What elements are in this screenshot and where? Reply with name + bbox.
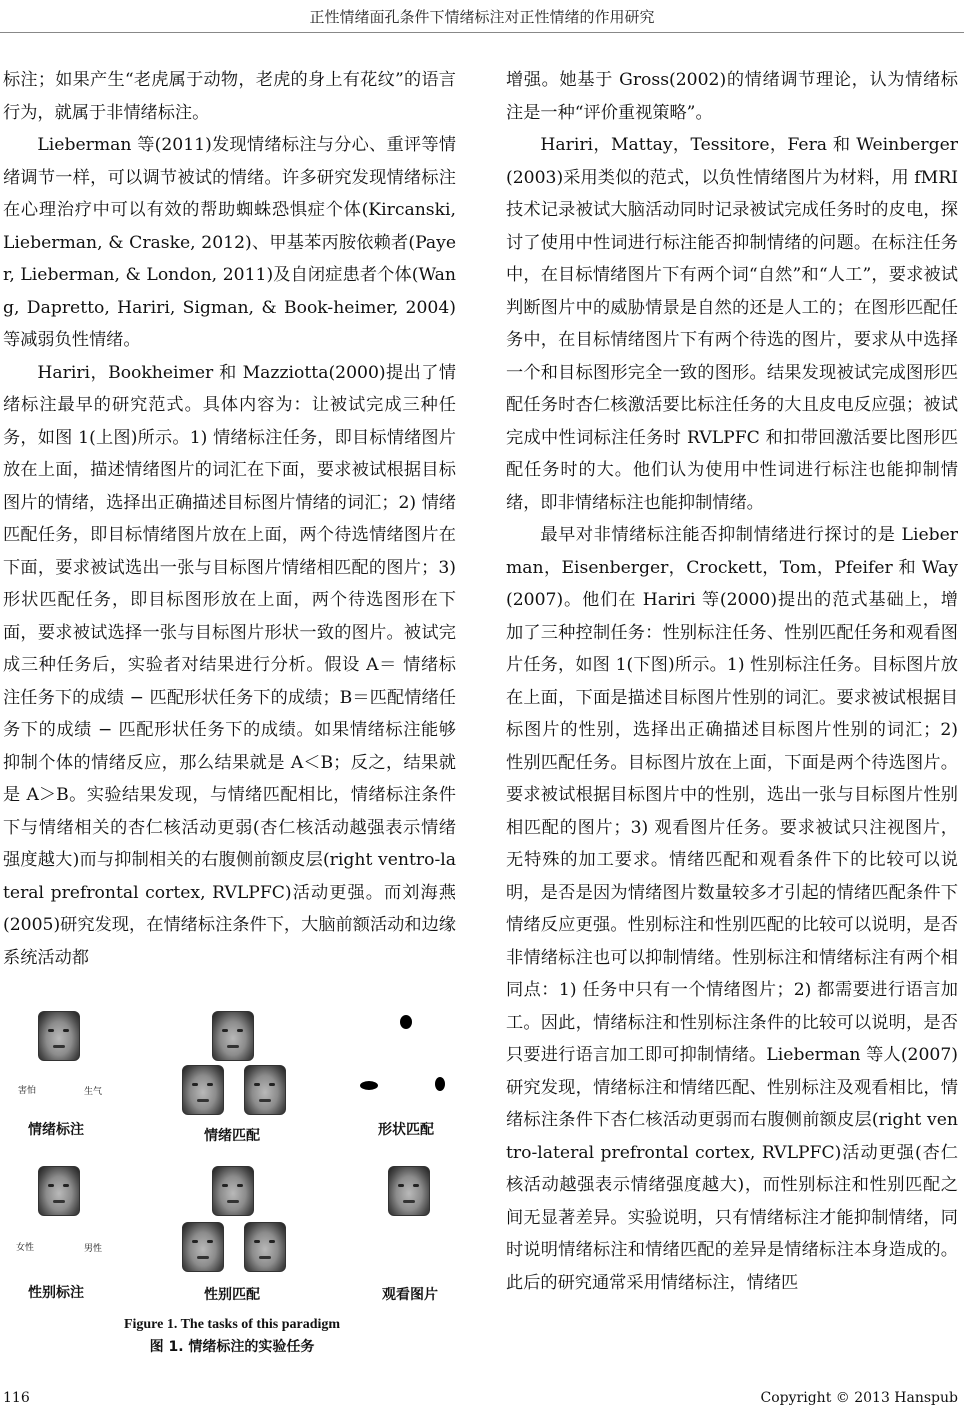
option-face-left	[182, 1222, 224, 1272]
gender-matching-panel	[168, 1160, 316, 1310]
emotion-matching-panel	[168, 1005, 316, 1155]
panel-label: 性别匹配	[204, 1287, 260, 1303]
option-face-right	[244, 1222, 286, 1272]
passive-viewing-panel	[308, 1160, 456, 1310]
left-column	[3, 64, 456, 974]
right-paragraph-3: 最早对非情绪标注能否抑制情绪进行探讨的是 Lieberman，Eisenberger，Crockett，Tom，Pfeifer 和 Way(2007)。他们在 Hariri 等(2000)提出的范式基础上，增加了三种控制任务：性别标注任务、性别匹配任务和观看图片任务，如图 1(下图)所示。1) 性别标注任务。目标图片放在上面，下面是描述目标图片性别的词汇。要求被试根据目标图片的性别，选择出正确描述目标图片性别的词汇；2) 性别匹配任务。目标图片放在上面，下面是两个待选图片。要求被试根据目标图片中的性别，选出一张与目标图片性别相匹配的图片；3) 观看图片任务。要求被试只注视图片，无特殊的加工要求。情绪匹配和观看条件下的比较可以说明，是否是因为情绪图片数量较多才引起的情绪匹配条件下情绪反应更强。性别标注和性别匹配的比较可以说明，是否非情绪标注也可以抑制情绪。性别标注和情绪标注有两个相同点：1) 任务中只有一个情绪图片；2) 都需要进行语言加工。因此，情绪标注和性别标注条件的比较可以说明，是否只要进行语言加工即可抑制情绪。Lieberman 等人(2007)研究发现，情绪标注和情绪匹配、性别标注及观看相比，情绪标注条件下杏仁核活动更弱而右腹侧前额皮层(right ventro-lateral prefrontal cortex, RVLPFC)活动更强(杏仁核活动越强表示情绪强度越大)，而性别标注和性别匹配之间无显著差异。实验说明，只有情绪标注才能抑制情绪，同时说明情绪标注和情绪匹配的差异是情绪标注本身造成的。此后的研究通常采用情绪标注，情绪匹	[506, 525, 958, 1293]
option-face-left	[182, 1065, 224, 1115]
gender-labeling-panel	[8, 1160, 156, 1310]
word-option-right: 生气	[84, 1087, 103, 1097]
left-paragraph-3: Hariri，Bookheimer 和 Mazziotta(2000)提出了情绪标注最早的研究范式。具体内容为：让被试完成三种任务，如图 1(上图)所示。1) 情绪标注任务，即目标情绪图片放在上面，描述情绪图片的词汇在下面，要求被试根据目标图片的情绪，选择出正确描述目标图片情绪的词汇；2) 情绪匹配任务，即目标情绪图片放在上面，两个待选情绪图片在下面，要求被试选出一张与目标图片情绪相匹配的图片；3) 形状匹配任务，即目标图形放在上面，两个待选图形在下面，要求被试选择一张与目标图片形状一致的图片。被试完成三种任务后，实验者对结果进行分析。假设 A＝ 情绪标注任务下的成绩 − 匹配形状任务下的成绩；B＝匹配情绪任务下的成绩 − 匹配形状任务下的成绩。如果情绪标注能够抑制个体的情绪反应，那么结果就是 A＜B；反之，结果就是 A＞B。实验结果发现，与情绪匹配相比，情绪标注条件下与情绪相关的杏仁核活动更弱(杏仁核活动越强表示情绪强度越大)而与抑制相关的右腹侧前额皮层(right ventro-lateral prefrontal cortex, RVLPFC)活动更强。而刘海燕(2005)研究发现，在情绪标注条件下，大脑前额活动和边缘系统活动都	[3, 362, 456, 968]
target-face-image	[212, 1166, 254, 1216]
emotion-labeling-panel	[8, 1005, 156, 1155]
left-paragraph-2: Lieberman 等(2011)发现情绪标注与分心、重评等情绪调节一样，可以调节被试的情绪。许多研究发现情绪标注在心理治疗中可以有效的帮助蜘蛛恐惧症个体(Kircanski, Lieberman, & Craske, 2012)、甲基苯丙胺依赖者(Payer, Lieberman, & London, 2011)及自闭症患者个体(Wang, Dapretto, Hariri, Sigman, & Book-heimer, 2004)等减弱负性情绪。	[3, 135, 456, 350]
word-option-left: 女性	[16, 1243, 35, 1253]
copyright-notice: Copyright © 2013 Hanspub	[760, 1390, 958, 1406]
word-option-left: 害怕	[18, 1086, 37, 1096]
shape-matching-panel	[308, 1005, 456, 1155]
target-face-image	[38, 1011, 80, 1061]
target-face-image	[38, 1166, 80, 1216]
option-face-right	[244, 1065, 286, 1115]
viewed-face-image	[388, 1166, 430, 1216]
target-shape	[400, 1015, 412, 1029]
panel-label: 观看图片	[382, 1287, 438, 1303]
option-shape-left	[360, 1081, 378, 1090]
right-column	[506, 64, 958, 1299]
figure-1	[8, 1005, 456, 1353]
panel-label: 情绪标注	[28, 1122, 84, 1138]
running-head: 正性情绪面孔条件下情绪标注对正性情绪的作用研究	[309, 8, 655, 26]
page-number: 116	[3, 1390, 30, 1406]
panel-label: 情绪匹配	[204, 1128, 260, 1144]
right-paragraph-2: Hariri，Mattay，Tessitore，Fera 和 Weinberger (2003)采用类似的范式，以负性情绪图片为材料，用 fMRI 技术记录被试大脑活动同时记录被试完成任务时的皮电，探讨了使用中性词进行标注能否抑制情绪的问题。在标注任务中，在目标情绪图片下有两个词“自然”和“人工”，要求被试判断图片中的威胁情景是自然的还是人工的；在图形匹配任务中，在目标情绪图片下有两个待选的图片，要求从中选择一个和目标图形完全一致的图形。结果发现被试完成图形匹配任务时杏仁核激活要比标注任务的大且皮电反应强；被试完成中性词标注任务时 RVLPFC 和扣带回激活要比图形匹配任务时的大。他们认为使用中性词进行标注也能抑制情绪，即非情绪标注也能抑制情绪。	[506, 135, 958, 513]
panel-label: 形状匹配	[378, 1122, 434, 1138]
figure-caption-english: Figure 1. The tasks of this paradigm	[123, 1317, 341, 1332]
word-option-right: 男性	[84, 1244, 103, 1254]
panel-label: 性别标注	[28, 1285, 84, 1301]
right-paragraph-1: 增强。她基于 Gross(2002)的情绪调节理论，认为情绪标注是一种“评价重视策略”。	[506, 70, 958, 123]
figure-caption-chinese: 图 1. 情绪标注的实验任务	[149, 1339, 315, 1355]
target-face-image	[212, 1011, 254, 1061]
left-paragraph-1: 标注；如果产生“老虎属于动物，老虎的身上有花纹”的语言行为，就属于非情绪标注。	[3, 70, 456, 123]
header-divider	[0, 32, 964, 33]
option-shape-right	[435, 1077, 445, 1091]
